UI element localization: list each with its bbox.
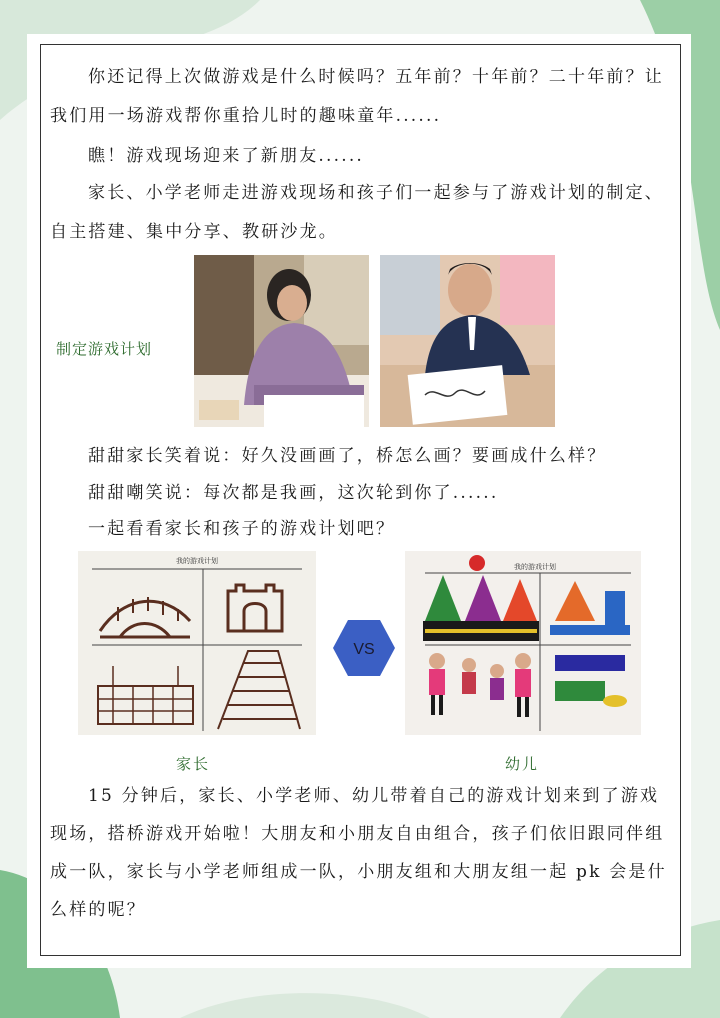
paragraph-parent-quote: 甜甜家长笑着说：好久没画画了，桥怎么画？要画成什么样？ — [88, 446, 607, 466]
parent-plan-title: 我的游戏计划 — [176, 557, 218, 565]
vs-badge — [332, 616, 396, 680]
paragraph-intro: 你还记得上次做游戏是什么时候吗？五年前？十年前？二十年前？让我们用一场游戏帮你重拾儿时的趣味童年...... — [50, 67, 664, 126]
child-plan-drawing — [405, 551, 641, 735]
caption-parent: 家长 — [176, 755, 211, 773]
photo-teacher-drawing — [380, 255, 555, 427]
child-plan-title: 我的游戏计划 — [514, 563, 556, 571]
paragraph-child-quote: 甜甜嘲笑说：每次都是我画，这次轮到你了...... — [88, 483, 499, 503]
paragraph-new-friends: 瞧！游戏现场迎来了新朋友...... — [88, 146, 365, 166]
paragraph-game-start: 15 分钟后，家长、小学老师、幼儿带着自己的游戏计划来到了游戏现场，搭桥游戏开始啦！大朋友和小朋友自由组合，孩子们依旧跟同伴组成一队，家长与小学老师组成一队，小朋友组和大朋友组一起 pk 会是什么样的呢？ — [50, 786, 667, 920]
caption-child: 幼儿 — [505, 755, 540, 773]
photo-label: 制定游戏计划 — [56, 340, 153, 358]
paragraph-participation: 家长、小学老师走进游戏现场和孩子们一起参与了游戏计划的制定、自主搭建、集中分享、教研沙龙。 — [50, 183, 664, 242]
vs-label: VS — [353, 641, 375, 658]
paragraph-look-at-plans: 一起看看家长和孩子的游戏计划吧？ — [88, 519, 396, 539]
parent-plan-drawing — [78, 551, 316, 735]
photo-parent-drawing — [194, 255, 369, 427]
